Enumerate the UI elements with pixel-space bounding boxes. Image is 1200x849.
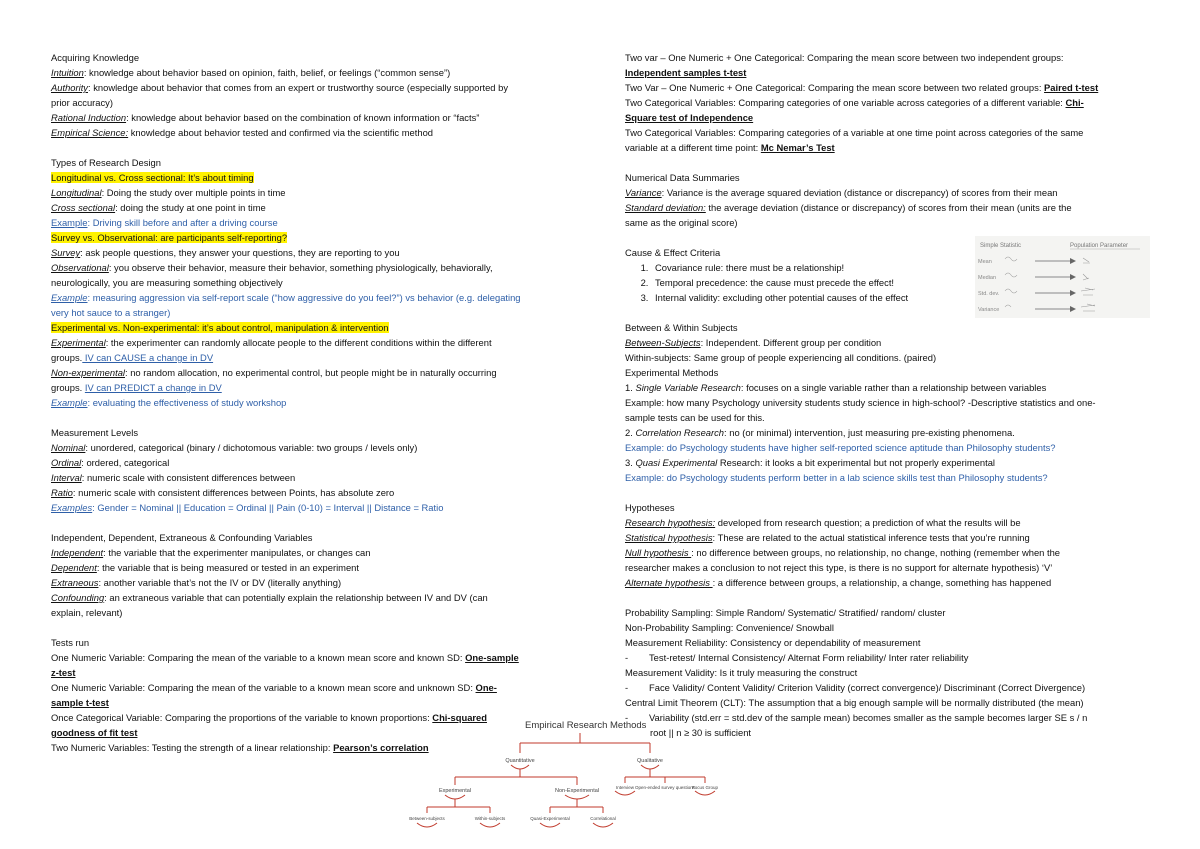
definition: : unordered, categorical (binary / dichotomous variable: two groups / levels only) [85, 442, 418, 453]
dependent-line [51, 560, 571, 575]
item-text: Face Validity/ Content Validity/ Criterion Validity (correct convergence)/ Discriminant (Correct Divergence) [649, 682, 1086, 693]
definition: the average deviation (distance or discrepancy) of scores from their mean (units are the [705, 202, 1072, 213]
term: Statistical hypothesis [625, 532, 713, 543]
scribble [1081, 304, 1095, 311]
arrowhead [1070, 258, 1076, 264]
sketch-row-median: Median [978, 275, 997, 281]
acquiring-knowledge-heading: Acquiring Knowledge [51, 52, 140, 63]
node-qualitative: Qualitative [637, 758, 663, 764]
term: Between-Subjects [625, 337, 701, 348]
definition: : a difference between groups, a relationship, a change, something has happened [712, 577, 1052, 588]
test-name: One-sample [465, 652, 519, 663]
definition: : you observe their behavior, measure their behavior, something physiologically, behaviorally, [108, 262, 493, 273]
test-r3-name-cont: Square test of Independence [625, 112, 754, 123]
probability-sampling-line: Probability Sampling: Simple Random/ Systematic/ Stratified/ random/ cluster [625, 607, 946, 618]
definition: : another variable that’s not the IV or DV (literally anything) [98, 577, 342, 588]
left-column [51, 50, 571, 755]
definition: : the variable that is being measured or tested in an experiment [96, 562, 360, 573]
bullet: - [625, 652, 629, 663]
node-within-subjects: Within-subjects [474, 816, 506, 821]
node-arc [445, 795, 465, 799]
sketch-row-mean: Mean [978, 259, 992, 265]
node-quantitative: Quantitative [505, 758, 535, 764]
term: Ratio [51, 487, 73, 498]
scribble [1081, 288, 1095, 295]
definition: : numeric scale with consistent differences between [81, 472, 296, 483]
statistical-hyp-line [625, 530, 1145, 545]
term: Rational Induction [51, 112, 127, 123]
definition: : focuses on a single variable rather than a relationship between variables [740, 382, 1047, 393]
node-correlational: Correlational [590, 816, 616, 821]
nonexperimental-line [51, 365, 571, 380]
definition: : ask people questions, they answer your questions, they are reporting to you [80, 247, 400, 258]
types-heading: Types of Research Design [51, 157, 161, 168]
term: Quasi Experimental [635, 457, 718, 468]
validity-line: Measurement Validity: Is it truly measuring the construct [625, 667, 858, 678]
definition: knowledge about behavior tested and confirmed via the scientific method [128, 127, 433, 138]
sketch-row-sd: Std. dev. [978, 291, 1000, 297]
term: Non-experimental [51, 367, 125, 378]
numerical-heading: Numerical Data Summaries [625, 172, 740, 183]
clt-line: Central Limit Theorem (CLT): The assumption that a big enough sample will be normally distributed (the mean) [625, 697, 1084, 708]
node-arc [641, 765, 659, 769]
scribble [1005, 289, 1017, 293]
test-name: Mc Nemar’s Test [760, 142, 835, 153]
nominal-line [51, 440, 571, 455]
definition: : no (or minimal) intervention, just measuring pre-existing phenomena. [724, 427, 1015, 438]
definition: : doing the study at one point in time [115, 202, 266, 213]
extraneous-line [51, 575, 571, 590]
measurement-heading: Measurement Levels [51, 427, 139, 438]
test-r1-name: Independent samples t-test [625, 67, 747, 78]
diagram-svg [409, 715, 745, 845]
example-text: : Driving skill before and after a driving course [87, 217, 278, 228]
node-arc [565, 795, 589, 799]
term: Empirical Science: [51, 127, 129, 138]
observational-line-cont: neurologically, you are measuring something objectively [51, 277, 283, 288]
right-column [625, 50, 1145, 740]
between-line [625, 335, 1145, 350]
example-workshop [51, 395, 571, 410]
term: Single Variable Research [635, 382, 741, 393]
validity-item [625, 680, 1145, 695]
term: Intuition [51, 67, 84, 78]
node-quasi: Quasi-Experimental [530, 816, 570, 821]
confounding-line-cont: explain, relevant) [51, 607, 123, 618]
list-item: 1. Covariance rule: there must be a relationship! [651, 260, 1145, 275]
scribble [1005, 257, 1017, 261]
term: Observational [51, 262, 109, 273]
method-2-example: Example: do Psychology students have higher self-reported science aptitude than Philosophy students? [625, 442, 1056, 453]
intuition-line [51, 65, 571, 80]
method-1-example-cont: sample tests can be used for this. [625, 412, 765, 423]
scribble [1083, 274, 1089, 280]
scribble [1005, 305, 1011, 307]
between-within-heading: Between & Within Subjects [625, 322, 738, 333]
experimental-line-cont [51, 350, 571, 365]
nonprobability-sampling-line: Non-Probability Sampling: Convenience/ Snowball [625, 622, 834, 633]
definition: : ordered, categorical [81, 457, 170, 468]
num: 2. [625, 427, 636, 438]
test-name: Paired t-test [1044, 82, 1099, 93]
term: Standard deviation: [625, 202, 706, 213]
definition: : an extraneous variable that can potentially explain the relationship between IV and DV (can [104, 592, 488, 603]
definition: : These are related to the actual statistical inference tests that you’re running [712, 532, 1030, 543]
test-2-line [51, 680, 571, 695]
definition: : Variance is the average squared deviation (distance or discrepancy) of scores from their mean [661, 187, 1058, 198]
example-term: Example [51, 217, 88, 228]
sketch-header-statistic: Simple Statistic [980, 243, 1022, 249]
test-2-name-cont: sample t-test [51, 697, 109, 708]
term: Independent [51, 547, 104, 558]
test-name: One- [475, 682, 497, 693]
node-experimental: Experimental [438, 788, 472, 794]
list-item: 3. Internal validity: excluding other potential causes of the effect [651, 290, 1145, 305]
item-text: Variability (std.err = std.dev of the sample mean) becomes smaller as the sample becomes larger SE s / n [649, 712, 1088, 723]
list-item: 2. Temporal precedence: the cause must precede the effect! [651, 275, 1145, 290]
term: Ordinal [51, 457, 82, 468]
definition: : Independent. Different group per condition [700, 337, 882, 348]
example-term: Examples [51, 502, 93, 513]
method-1-example: Example: how many Psychology university students study science in high-school? -Descriptive statistics and one- [625, 397, 1096, 408]
example-text: : evaluating the effectiveness of study workshop [87, 397, 287, 408]
variables-heading: Independent, Dependent, Extraneous & Confounding Variables [51, 532, 313, 543]
term: Survey [51, 247, 81, 258]
term: Interval [51, 472, 82, 483]
test-r2-line [625, 80, 1145, 95]
node-between-subjects: Between-subjects [409, 816, 445, 821]
sketch-header-parameter: Population Parameter [1070, 243, 1129, 249]
definition: : numeric scale with consistent differences between Points, has absolute zero [72, 487, 395, 498]
experimental-methods-heading: Experimental Methods [625, 367, 719, 378]
term: Dependent [51, 562, 97, 573]
independent-line [51, 545, 571, 560]
node-interview: Interview [615, 785, 635, 790]
alternate-hyp-line [625, 575, 1145, 590]
tests-heading: Tests run [51, 637, 90, 648]
node-arc [593, 823, 613, 827]
test-desc: Two Numeric Variables: Testing the strength of a linear relationship: [51, 742, 334, 753]
arrowhead [1070, 306, 1076, 312]
definition: : no difference between groups, no relationship, no change, nothing (remember when the [691, 547, 1061, 558]
sd-line-cont: same as the original score) [625, 217, 738, 228]
example-aggression-cont: very hot sauce to a stranger) [51, 307, 171, 318]
definition: : the experimenter can randomly allocate people to the different conditions within the different [105, 337, 492, 348]
term: Research hypothesis: [625, 517, 716, 528]
definition: developed from research question; a prediction of what the results will be [715, 517, 1021, 528]
null-hyp-line [625, 545, 1145, 560]
arrowhead [1070, 290, 1076, 296]
highlight-self-report: Survey vs. Observational: are participants self-reporting? [51, 232, 288, 243]
observational-line [51, 260, 571, 275]
test-name: Chi-squared [432, 712, 487, 723]
diagram-title: Empirical Research Methods [525, 720, 647, 731]
cross-line [51, 200, 571, 215]
node-arc [417, 823, 437, 827]
method-1-line [625, 380, 1145, 395]
test-desc: Two Categorical Variables: Comparing categories of one variable across categories of a different variable: [625, 97, 1066, 108]
test-desc: Two Var – One Numeric + One Categorical: Comparing the mean score between two related groups: [625, 82, 1045, 93]
empirical-methods-diagram [409, 715, 745, 845]
sketch-row-variance: Variance [978, 307, 1000, 313]
test-name: Chi- [1065, 97, 1084, 108]
ratio-line [51, 485, 571, 500]
research-hyp-line [625, 515, 1145, 530]
statistic-parameter-sketch [975, 236, 1150, 318]
empirical-line [51, 125, 571, 140]
hypotheses-heading: Hypotheses [625, 502, 675, 513]
node-arc [695, 791, 715, 795]
cause-heading: Cause & Effect Criteria [625, 247, 721, 258]
test-r4-line: Two Categorical Variables: Comparing categories of a variable at one time point across categories of the same [625, 127, 1084, 138]
test-r3-line [625, 95, 1145, 110]
definition: groups. [51, 382, 85, 393]
scribble [1005, 273, 1017, 277]
term: Correlation Research [635, 427, 725, 438]
test-name: Pearson’s correlation [333, 742, 429, 753]
term: Variance [625, 187, 662, 198]
node-arc [615, 791, 635, 795]
nonexperimental-line-cont [51, 380, 571, 395]
item-text: Test-retest/ Internal Consistency/ Alternat Form reliability/ Inter rater reliability [649, 652, 969, 663]
within-line: Within-subjects: Same group of people experiencing all conditions. (paired) [625, 352, 937, 363]
node-arc [511, 765, 529, 769]
term: Authority [51, 82, 88, 93]
term: Longitudinal [51, 187, 102, 198]
example-text: : measuring aggression via self-report scale (“how aggressive do you feel?”) vs behavior (e.g. delegating [87, 292, 521, 303]
example-term: Example [51, 397, 88, 408]
sd-line [625, 200, 1145, 215]
definition: groups. [51, 352, 83, 363]
test-r4-line-cont [625, 140, 1145, 155]
definition: : no random allocation, no experimental control, but people might be in naturally occurring [125, 367, 497, 378]
test-desc: One Numeric Variable: Comparing the mean of the variable to a known mean score and unknown SD: [51, 682, 476, 693]
predict-link[interactable]: IV can PREDICT a change in DV [84, 382, 222, 393]
method-3-example: Example: do Psychology students perform better in a lab science skills test than Philosophy students? [625, 472, 1048, 483]
authority-line-cont: prior accuracy) [51, 97, 113, 108]
definition: : knowledge about behavior based on the combination of known information or “facts” [126, 112, 480, 123]
method-3-line [625, 455, 1145, 470]
test-desc: One Numeric Variable: Comparing the mean of the variable to a known mean score and known SD: [51, 652, 466, 663]
examples-levels [51, 500, 571, 515]
test-1-line [51, 650, 571, 665]
node-focus-group: Focus Group [691, 785, 719, 790]
test-r1-line: Two var – One Numeric + One Categorical: Comparing the mean score between two independent groups: [625, 52, 1064, 63]
term: Confounding [51, 592, 105, 603]
rational-line [51, 110, 571, 125]
longitudinal-line [51, 185, 571, 200]
term: Alternate hypothesis [625, 577, 713, 588]
node-arc [540, 823, 560, 827]
bullet: - [625, 712, 629, 723]
definition: : knowledge about behavior that comes from an expert or trustworthy source (especially supported by [88, 82, 509, 93]
node-arc [480, 823, 500, 827]
highlight-timing: Longitudinal vs. Cross sectional: It’s about timing [51, 172, 254, 183]
term: Cross sectional [51, 202, 116, 213]
variance-line [625, 185, 1145, 200]
example-term: Example [51, 292, 88, 303]
sketch-svg [975, 236, 1150, 318]
reliability-item [625, 650, 1145, 665]
definition: : Doing the study over multiple points in time [101, 187, 286, 198]
num: 3. [625, 457, 636, 468]
authority-line [51, 80, 571, 95]
null-hyp-line-cont: researcher makes a conclusion to not reject this type, is there is no support for alternate hypothesis) ‘V’ [625, 562, 1053, 573]
highlight-control: Experimental vs. Non-experimental: it’s about control, manipulation & intervention [51, 322, 389, 333]
clt-item-cont: root || n ≥ 30 is sufficient [650, 727, 752, 738]
term: Extraneous [51, 577, 99, 588]
interval-line [51, 470, 571, 485]
definition: Research: it looks a bit experimental but not properly experimental [717, 457, 995, 468]
method-2-line [625, 425, 1145, 440]
ordinal-line [51, 455, 571, 470]
node-nonexperimental: Non-Experimental [554, 788, 600, 794]
confounding-line [51, 590, 571, 605]
test-desc: Once Categorical Variable: Comparing the proportions of the variable to known proportions: [51, 712, 433, 723]
definition: : knowledge about behavior based on opinion, faith, belief, or feelings (“common sense”) [83, 67, 451, 78]
term: Nominal [51, 442, 86, 453]
num: 1. [625, 382, 636, 393]
experimental-line [51, 335, 571, 350]
survey-line [51, 245, 571, 260]
node-open-ended: Open-ended survey questions [634, 785, 696, 790]
bullet: - [625, 682, 629, 693]
scribble [1083, 258, 1090, 263]
test-3-name-cont: goodness of fit test [51, 727, 138, 738]
reliability-line: Measurement Reliability: Consistency or dependability of measurement [625, 637, 921, 648]
example-text: : Gender = Nominal || Education = Ordinal || Pain (0-10) = Interval || Distance = Ratio [92, 502, 444, 513]
arrowhead [1070, 274, 1076, 280]
example-aggression [51, 290, 571, 305]
term: Experimental [51, 337, 106, 348]
cause-link[interactable]: IV can CAUSE a change in DV [82, 352, 214, 363]
definition: : the variable that the experimenter manipulates, or changes can [103, 547, 371, 558]
term: Null hypothesis [625, 547, 692, 558]
test-1-name-cont: z-test [51, 667, 76, 678]
test-desc: variable at a different time point: [625, 142, 761, 153]
example-driving [51, 215, 571, 230]
